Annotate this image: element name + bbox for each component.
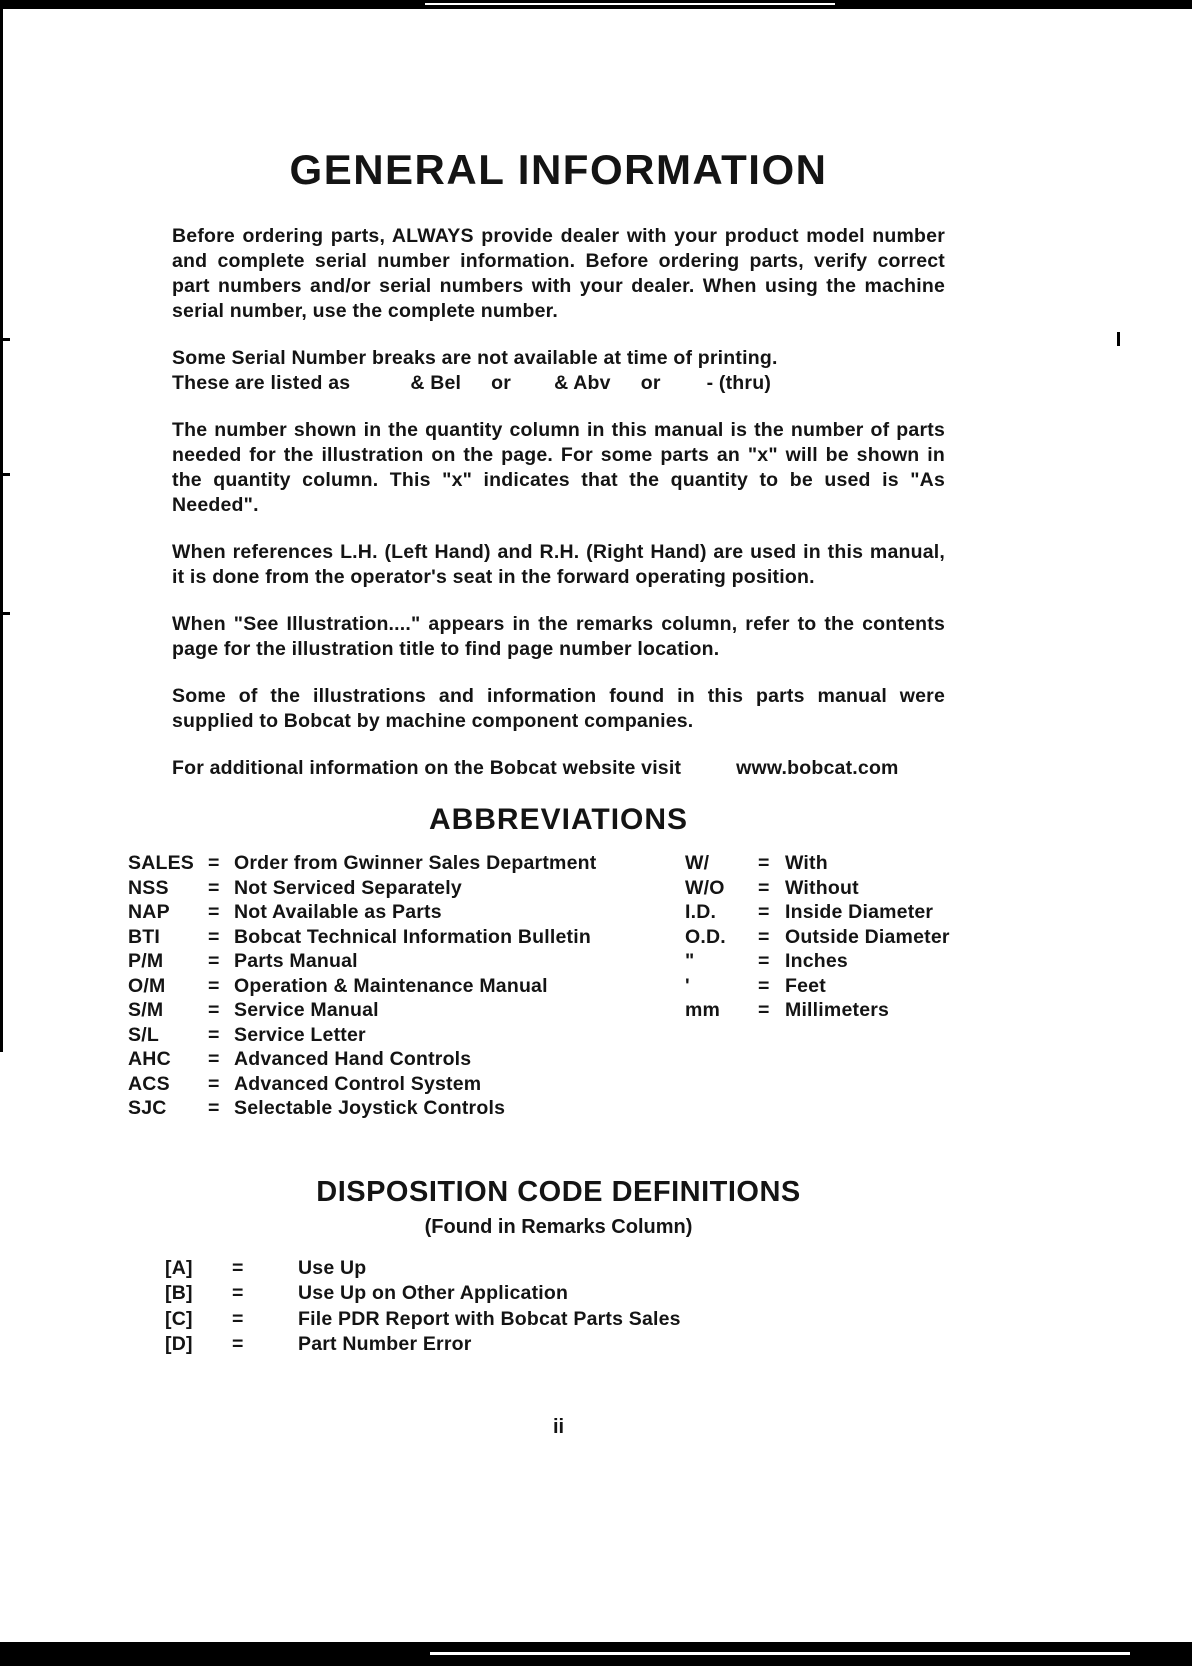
abbreviation-row <box>128 998 685 1023</box>
abbreviation-row <box>128 1023 685 1048</box>
abbreviation-row <box>128 1096 685 1121</box>
serial-break-notation-row <box>172 371 945 396</box>
disposition-code: [D] <box>165 1333 193 1355</box>
paragraph-website <box>172 756 945 781</box>
abbreviation-row <box>128 1047 685 1072</box>
abbreviation-definition: Millimeters <box>785 999 890 1021</box>
website-url: www.bobcat.com <box>736 757 899 779</box>
abbreviation-key: AHC <box>128 1048 171 1070</box>
serial-break-abv: & Abv <box>554 372 611 394</box>
abbreviation-key: I.D. <box>685 901 717 923</box>
paragraph-component-companies <box>172 684 945 734</box>
abbreviation-key: NAP <box>128 901 170 923</box>
abbreviation-definition: Operation & Maintenance Manual <box>234 974 548 997</box>
equals-sign: = <box>208 950 220 972</box>
equals-sign: = <box>208 901 220 923</box>
serial-break-label: These are listed as <box>172 372 351 394</box>
scan-artifact-bottom-bar <box>0 1642 1192 1666</box>
abbreviation-key: mm <box>685 999 721 1021</box>
abbreviation-key: BTI <box>128 925 161 948</box>
serial-break-thru: - (thru) <box>706 372 772 394</box>
disposition-definition: Use Up on Other Application <box>298 1282 569 1304</box>
equals-sign: = <box>758 950 770 972</box>
serial-break-or: or <box>640 372 661 394</box>
abbreviation-key: ACS <box>128 1072 170 1095</box>
abbreviation-definition: Not Serviced Separately <box>234 876 462 899</box>
abbreviation-row <box>128 1072 685 1097</box>
abbreviation-row <box>128 974 685 999</box>
abbreviation-key: S/M <box>128 999 164 1021</box>
equals-sign: = <box>208 999 220 1021</box>
equals-sign: = <box>208 974 220 997</box>
abbreviation-definition: Service Manual <box>234 999 379 1021</box>
abbreviation-key: NSS <box>128 876 169 899</box>
abbreviation-definition: Without <box>785 876 859 899</box>
paragraph-lh-rh-references <box>172 540 945 590</box>
equals-sign: = <box>208 1097 220 1119</box>
paragraph-serial-breaks <box>172 346 945 396</box>
serial-break-or: or <box>491 372 512 394</box>
page-number: ii <box>552 1415 565 1438</box>
abbreviation-row <box>128 949 685 974</box>
equals-sign: = <box>758 974 770 997</box>
disposition-codes-list <box>165 1256 1192 1358</box>
abbreviation-key: O/M <box>128 974 166 997</box>
abbreviation-definition: Not Available as Parts <box>234 901 442 923</box>
paragraph-ordering-instructions <box>172 224 945 324</box>
abbreviation-key: P/M <box>128 950 164 972</box>
serial-break-bel: & Bel <box>410 372 462 394</box>
equals-sign: = <box>208 1023 220 1046</box>
paragraph-quantity-column <box>172 418 945 518</box>
abbreviation-row <box>685 900 1105 925</box>
equals-sign: = <box>758 925 770 948</box>
disposition-code-row <box>165 1307 1192 1333</box>
abbreviation-key: W/ <box>685 852 710 874</box>
disposition-subtitle: (Found in Remarks Column) <box>424 1215 693 1238</box>
disposition-code-row <box>165 1256 1192 1282</box>
equals-sign: = <box>758 999 770 1021</box>
abbreviation-row <box>685 998 1105 1023</box>
paragraph-text: When "See Illustration...." appears in the remarks column, refer to the contents page for the illustration title to find page number location. <box>172 613 945 660</box>
abbreviation-row <box>685 876 1105 901</box>
paragraph-text: Before ordering parts, ALWAYS provide dealer with your product model number and complete serial number information. Before ordering parts, verify correct part numbers and/or serial numbers with your dealer. When using the machine serial number, use the complete number. <box>172 225 945 322</box>
disposition-code: [C] <box>165 1307 193 1330</box>
abbreviation-row <box>128 900 685 925</box>
paragraph-text: When references L.H. (Left Hand) and R.H. (Right Hand) are used in this manual, it is done from the operator's seat in the forward operating position. <box>172 541 945 588</box>
equals-sign: = <box>232 1256 244 1279</box>
abbreviation-definition: Bobcat Technical Information Bulletin <box>234 925 591 948</box>
abbreviation-row <box>685 925 1105 950</box>
abbreviation-key: " <box>685 950 695 972</box>
paragraph-see-illustration <box>172 612 945 662</box>
disposition-definition: Part Number Error <box>298 1333 472 1355</box>
equals-sign: = <box>758 876 770 899</box>
disposition-code: [A] <box>165 1256 193 1279</box>
abbreviation-key: SALES <box>128 852 195 874</box>
equals-sign: = <box>208 852 220 874</box>
abbreviation-definition: Inches <box>785 950 848 972</box>
abbreviation-definition: With <box>785 852 828 874</box>
page-title: GENERAL INFORMATION <box>289 146 828 193</box>
equals-sign: = <box>758 852 770 874</box>
equals-sign: = <box>232 1282 244 1304</box>
abbreviation-row <box>128 925 685 950</box>
abbreviation-row <box>128 876 685 901</box>
abbreviation-definition: Order from Gwinner Sales Department <box>234 852 597 874</box>
equals-sign: = <box>208 1048 220 1070</box>
abbreviation-row <box>685 974 1105 999</box>
abbreviation-definition: Parts Manual <box>234 950 358 972</box>
disposition-definition: Use Up <box>298 1256 367 1279</box>
abbreviation-definition: Advanced Hand Controls <box>234 1048 472 1070</box>
abbreviations-left-column <box>128 851 685 1121</box>
equals-sign: = <box>232 1307 244 1330</box>
equals-sign: = <box>208 925 220 948</box>
disposition-definition: File PDR Report with Bobcat Parts Sales <box>298 1307 681 1330</box>
abbreviation-definition: Service Letter <box>234 1023 366 1046</box>
abbreviations-right-column <box>685 851 1105 1121</box>
paragraph-text: The number shown in the quantity column in this manual is the number of parts needed for the illustration on the page. For some parts an "x" will be shown in the quantity column. This "x" indicates that the quantity to be used is "As Needed". <box>172 419 945 516</box>
abbreviation-key: ' <box>685 974 690 997</box>
scan-artifact-bottom-white-line <box>430 1652 1130 1655</box>
disposition-title: DISPOSITION CODE DEFINITIONS <box>316 1175 801 1208</box>
abbreviation-definition: Advanced Control System <box>234 1072 482 1095</box>
disposition-code-row <box>165 1332 1192 1358</box>
abbreviation-key: S/L <box>128 1023 159 1046</box>
disposition-code: [B] <box>165 1282 193 1304</box>
abbreviation-row <box>685 949 1105 974</box>
abbreviation-definition: Feet <box>785 974 826 997</box>
abbreviation-definition: Inside Diameter <box>785 901 934 923</box>
equals-sign: = <box>758 901 770 923</box>
equals-sign: = <box>208 876 220 899</box>
abbreviation-key: SJC <box>128 1097 167 1119</box>
website-label: For additional information on the Bobcat website visit <box>172 757 682 779</box>
abbreviations-section <box>128 851 1192 1121</box>
abbreviation-key: O.D. <box>685 925 726 948</box>
abbreviation-definition: Selectable Joystick Controls <box>234 1097 506 1119</box>
abbreviation-definition: Outside Diameter <box>785 925 950 948</box>
abbreviation-key: W/O <box>685 876 725 899</box>
paragraph-text: Some Serial Number breaks are not available at time of printing. <box>172 347 778 369</box>
equals-sign: = <box>208 1072 220 1095</box>
disposition-code-row <box>165 1281 1192 1307</box>
abbreviation-row <box>128 851 685 876</box>
abbreviations-title: ABBREVIATIONS <box>428 803 689 836</box>
abbreviation-row <box>685 851 1105 876</box>
paragraph-text: Some of the illustrations and information found in this parts manual were supplied to Bobcat by machine component companies. <box>172 685 945 732</box>
equals-sign: = <box>232 1333 244 1355</box>
